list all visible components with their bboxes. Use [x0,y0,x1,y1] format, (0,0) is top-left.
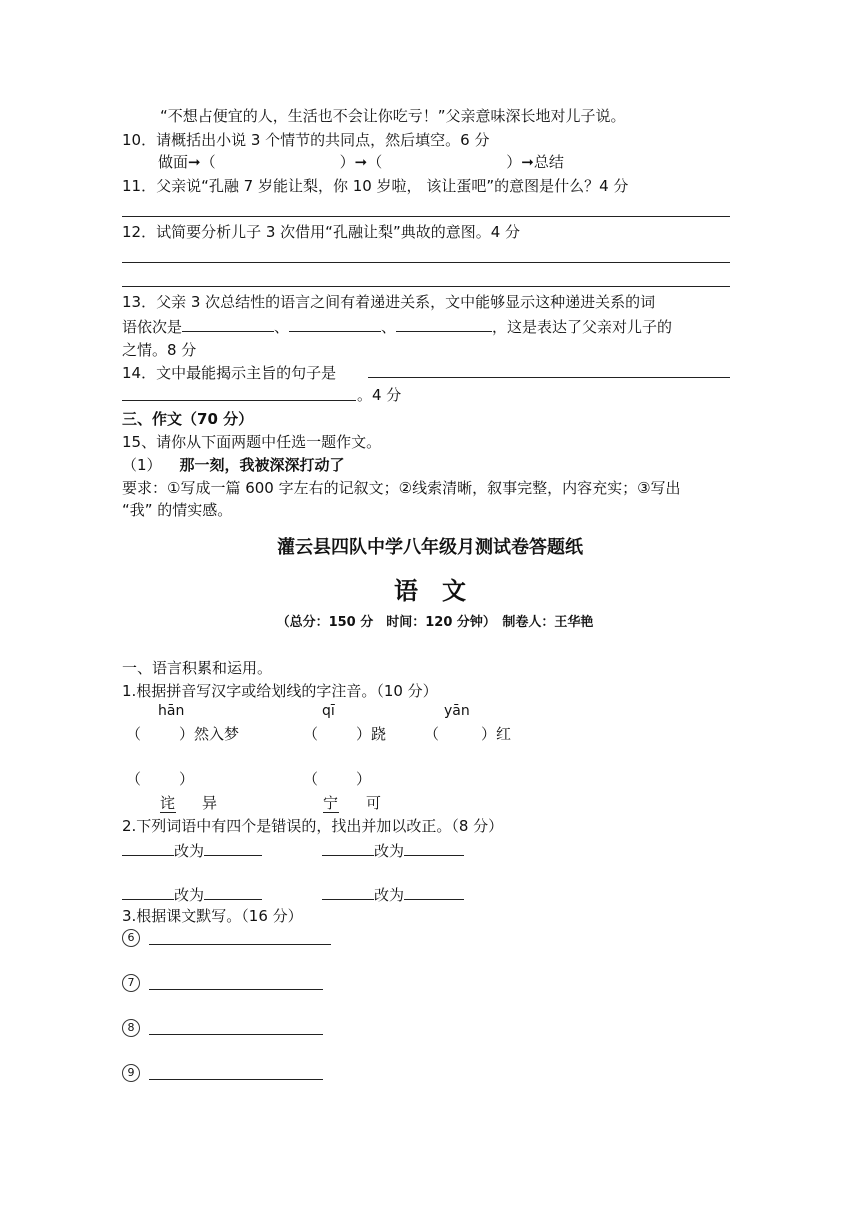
char-box-3[interactable]: （ ）红 [424,725,512,743]
question-14: 14．文中最能揭示主旨的句子是 [122,364,337,382]
pinyin-box-2[interactable]: （ ） [303,770,372,788]
right-word-2[interactable] [404,839,464,856]
essay-requirements-2: “我” 的情实感。 [122,501,233,519]
subject-title: 语 文 [394,577,466,605]
section-3-heading: 三、作文（70 分） [122,410,254,428]
essay-option-1: （1） 那一刻，我被深深打动了 [122,456,345,474]
item-number-7: 7 [122,974,140,992]
question-13-line3: 之情。8 分 [122,341,197,359]
underline-char-1 [160,812,176,813]
pinyin-3: yān [444,703,470,719]
word-char-2: 异 [202,794,218,812]
correction-row-2: 改为 改为 [122,883,464,906]
arrow-icon: ➞ [354,153,368,171]
arrow-icon: ➞ [521,153,534,171]
flow-start: 做面 [158,153,189,171]
right-word-4[interactable] [404,883,464,900]
word-char-1: 诧 [160,794,176,812]
blank-13-3[interactable] [396,315,492,332]
underline-char-3 [323,812,339,813]
wrong-word-4[interactable] [322,883,374,900]
answer-1-prompt: 1.根据拼音写汉字或给划线的字注音。（10 分） [122,682,438,700]
pinyin-2: qī [322,703,335,719]
wrong-word-2[interactable] [322,839,374,856]
question-12: 12．试简要分析儿子 3 次借用“孔融让梨”典故的意图。4 分 [122,223,521,241]
blank-13-1[interactable] [182,315,274,332]
item-number-8: 8 [122,1019,140,1037]
answer-2-prompt: 2.下列词语中有四个是错误的，找出并加以改正。（8 分） [122,817,504,835]
recite-line-8[interactable] [149,1034,323,1035]
recite-line-7[interactable] [149,989,323,990]
word-char-3: 宁 [323,794,339,812]
essay-title: 那一刻，我被深深打动了 [179,456,345,474]
char-box-1[interactable]: （ ）然入梦 [126,725,240,743]
item-number-9: 9 [122,1064,140,1082]
question-13-line2: 语依次是 、 、 ，这是表达了父亲对儿子的 [122,315,672,338]
answer-sheet-title: 灌云县四队中学八年级月测试卷答题纸 [277,537,583,558]
right-word-3[interactable] [204,883,262,900]
answer-line-12a[interactable] [122,262,730,263]
right-word-1[interactable] [204,839,262,856]
correction-row-1: 改为 改为 [122,839,464,862]
question-13-line1: 13．父亲 3 次总结性的语言之间有着递进关系，文中能够显示这种递进关系的词 [122,293,656,311]
question-10: 10．请概括出小说 3 个情节的共同点，然后填空。6 分 [122,131,490,149]
answer-line-14b[interactable] [122,400,356,401]
answer-line-14a[interactable] [368,377,730,378]
question-11: 11．父亲说“孔融 7 岁能让梨，你 10 岁啦， 该让蛋吧”的意图是什么？4 分 [122,177,629,195]
question-10-flow: 做面➞（ ）➞（ ）➞总结 [158,153,564,171]
word-char-4: 可 [366,794,382,812]
recite-line-9[interactable] [149,1079,323,1080]
pinyin-box-1[interactable]: （ ） [126,770,195,788]
story-quote-line: “不想占便宜的人，生活也不会让你吃亏！”父亲意味深长地对儿子说。 [160,107,626,125]
flow-end: 总结 [533,153,564,171]
wrong-word-3[interactable] [122,883,174,900]
pinyin-1: hān [158,703,185,719]
question-15: 15、请你从下面两题中任选一题作文。 [122,433,382,451]
question-14-points: 。4 分 [357,386,402,404]
arrow-icon: ➞ [188,153,201,171]
exam-info: （总分：150 分 时间：120 分钟） 制卷人：王华艳 [276,615,594,630]
answer-line-11[interactable] [122,216,730,217]
item-number-6: 6 [122,929,140,947]
recite-line-6[interactable] [149,944,331,945]
blank-13-2[interactable] [289,315,381,332]
section-1-heading: 一、语言积累和运用。 [122,659,273,677]
wrong-word-1[interactable] [122,839,174,856]
essay-requirements-1: 要求：①写成一篇 600 字左右的记叙文；②线索清晰，叙事完整，内容充实；③写出 [122,479,681,497]
answer-3-prompt: 3.根据课文默写。（16 分） [122,907,303,925]
char-box-2[interactable]: （ ）跷 [303,725,387,743]
answer-line-12b[interactable] [122,286,730,287]
